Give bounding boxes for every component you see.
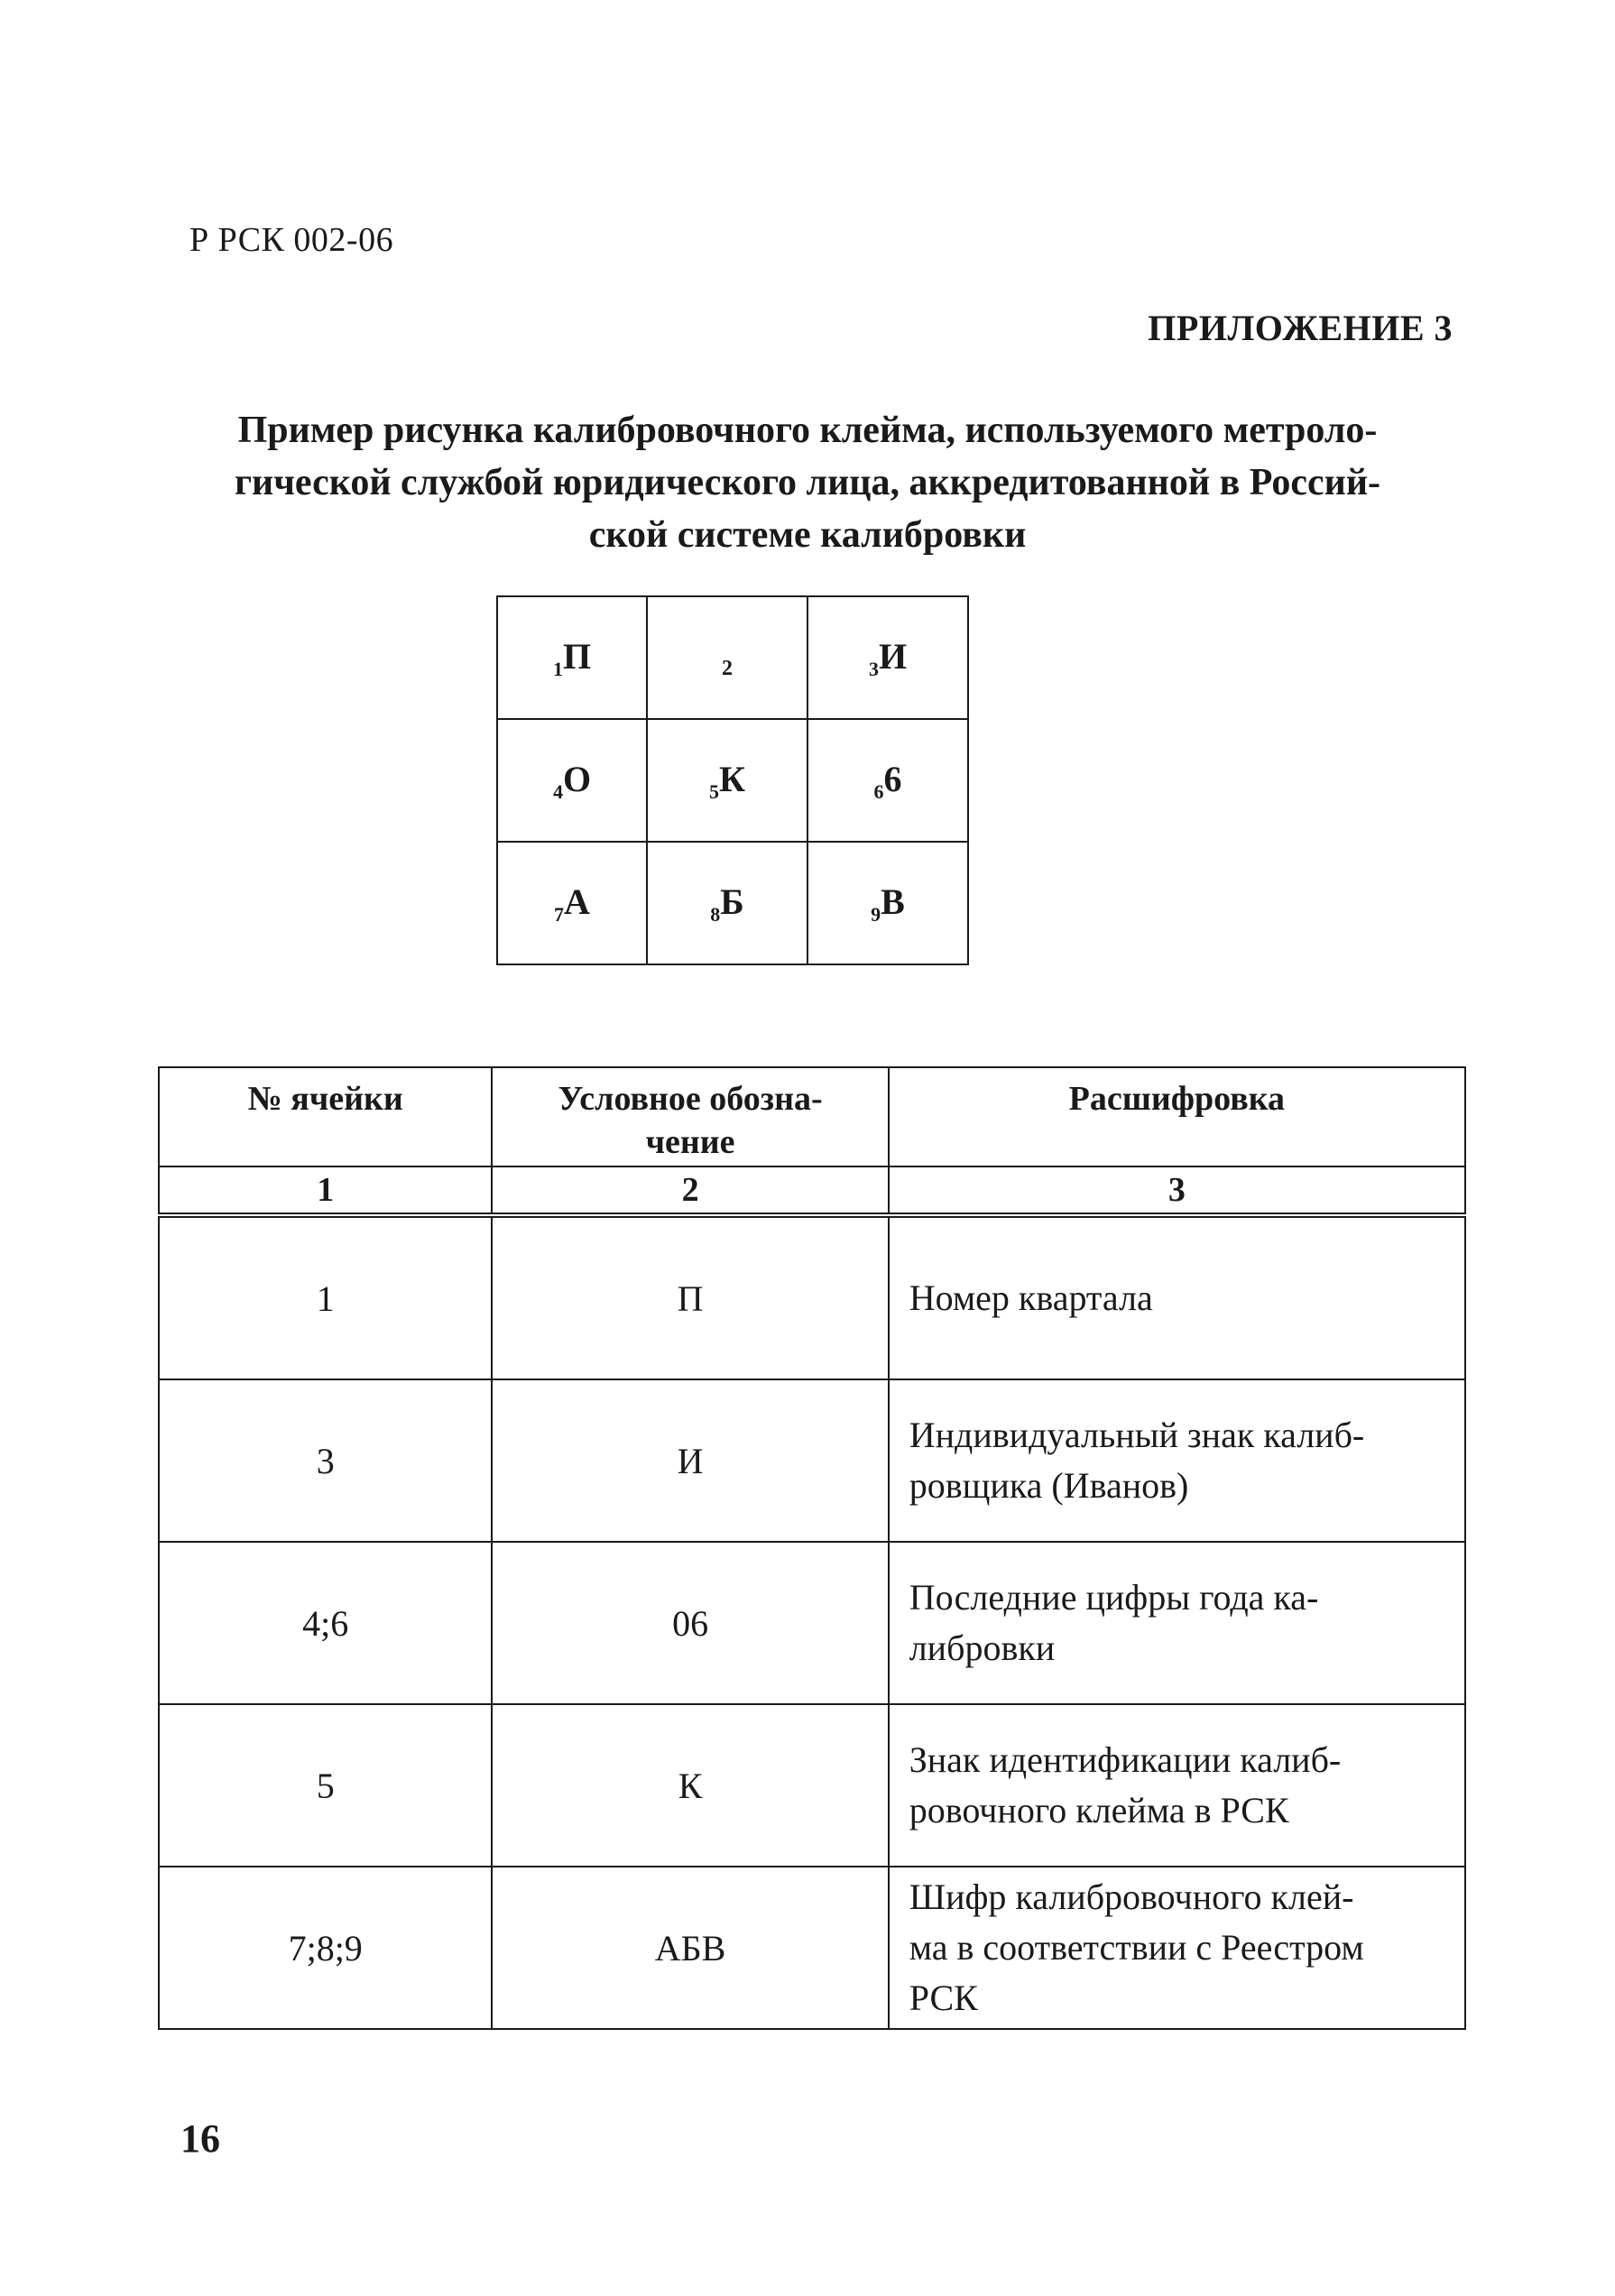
caption-line: Пример рисунка калибровочного клейма, используемого метроло- bbox=[237, 410, 1378, 451]
row-cell-number: 3 bbox=[159, 1379, 492, 1542]
table-row bbox=[159, 1215, 1465, 1379]
description-line: РСК bbox=[909, 1978, 978, 2018]
stamp-cell-letter: К bbox=[718, 758, 745, 799]
stamp-cell-letter: А bbox=[564, 881, 590, 922]
calibration-stamp-grid bbox=[496, 595, 969, 965]
description-line: либровки bbox=[909, 1627, 1056, 1668]
description-line: ма в соответствии с Реестром bbox=[909, 1927, 1364, 1968]
description-line: Знак идентификации калиб- bbox=[909, 1739, 1342, 1780]
column-number: 2 bbox=[492, 1166, 888, 1215]
stamp-cell-index: 8 bbox=[710, 902, 721, 926]
stamp-cell-index: 2 bbox=[722, 657, 733, 680]
stamp-cell-index: 9 bbox=[871, 902, 881, 926]
stamp-cell bbox=[647, 719, 808, 842]
stamp-cell-index: 6 bbox=[873, 779, 884, 803]
row-symbol: 06 bbox=[492, 1542, 888, 1704]
table-row bbox=[159, 1379, 1465, 1542]
figure-caption bbox=[162, 404, 1453, 561]
appendix-title: ПРИЛОЖЕНИЕ 3 bbox=[1148, 308, 1453, 348]
stamp-decode-table bbox=[158, 1066, 1466, 2030]
header-cell-number: № ячейки bbox=[159, 1067, 492, 1166]
page-number: 16 bbox=[180, 2116, 220, 2161]
stamp-cell-letter: 6 bbox=[883, 758, 902, 799]
description-line: Последние цифры года ка- bbox=[909, 1577, 1319, 1618]
row-description bbox=[889, 1379, 1465, 1542]
row-symbol: К bbox=[492, 1704, 888, 1867]
stamp-cell-index: 3 bbox=[868, 657, 879, 680]
description-line: ровщика (Иванов) bbox=[909, 1465, 1189, 1506]
description-line: Шифр калибровочного клей- bbox=[909, 1876, 1354, 1917]
description-line: Индивидуальный знак калиб- bbox=[909, 1415, 1365, 1455]
row-description bbox=[889, 1542, 1465, 1704]
row-symbol: П bbox=[492, 1215, 888, 1379]
stamp-cell-letter: О bbox=[562, 758, 592, 799]
table-header-row bbox=[159, 1067, 1465, 1166]
stamp-cell-index: 5 bbox=[708, 779, 719, 803]
stamp-cell-index: 7 bbox=[554, 902, 565, 926]
stamp-cell bbox=[497, 596, 647, 719]
stamp-cell bbox=[808, 842, 968, 964]
row-description bbox=[889, 1215, 1465, 1379]
row-cell-number: 5 bbox=[159, 1704, 492, 1867]
stamp-cell-letter: В bbox=[881, 881, 905, 922]
stamp-row bbox=[497, 719, 968, 842]
stamp-cell bbox=[497, 719, 647, 842]
stamp-cell bbox=[497, 842, 647, 964]
row-cell-number: 7;8;9 bbox=[159, 1867, 492, 2029]
document-code: Р РСК 002-06 bbox=[189, 221, 394, 259]
row-cell-number: 4;6 bbox=[159, 1542, 492, 1704]
header-symbol-line: Условное обозна- bbox=[558, 1080, 823, 1118]
row-description bbox=[889, 1867, 1465, 2029]
column-number: 1 bbox=[159, 1166, 492, 1215]
header-cell-decoding: Расшифровка bbox=[889, 1067, 1465, 1166]
header-cell-symbol bbox=[492, 1067, 888, 1166]
table-row bbox=[159, 1867, 1465, 2029]
stamp-cell bbox=[808, 596, 968, 719]
stamp-cell-index: 1 bbox=[552, 657, 563, 680]
stamp-row bbox=[497, 596, 968, 719]
row-symbol: И bbox=[492, 1379, 888, 1542]
description-line: ровочного клейма в РСК bbox=[909, 1790, 1289, 1830]
table-row bbox=[159, 1542, 1465, 1704]
stamp-row bbox=[497, 842, 968, 964]
stamp-cell-letter: И bbox=[878, 635, 908, 677]
caption-line: ской системе калибровки bbox=[588, 514, 1027, 556]
stamp-cell-letter: П bbox=[562, 635, 592, 677]
column-number: 3 bbox=[889, 1166, 1465, 1215]
row-description bbox=[889, 1704, 1465, 1867]
stamp-cell bbox=[647, 842, 808, 964]
stamp-cell bbox=[647, 596, 808, 719]
description-line: Номер квартала bbox=[909, 1277, 1153, 1318]
caption-line: гической службой юридического лица, аккредитованной в Россий- bbox=[234, 462, 1381, 503]
stamp-cell-letter: Б bbox=[720, 881, 744, 922]
column-number-row bbox=[159, 1166, 1465, 1215]
row-cell-number: 1 bbox=[159, 1215, 492, 1379]
stamp-cell bbox=[808, 719, 968, 842]
row-symbol: АБВ bbox=[492, 1867, 888, 2029]
stamp-cell-index: 4 bbox=[552, 779, 563, 803]
header-symbol-line: чение bbox=[645, 1123, 735, 1161]
table-row bbox=[159, 1704, 1465, 1867]
